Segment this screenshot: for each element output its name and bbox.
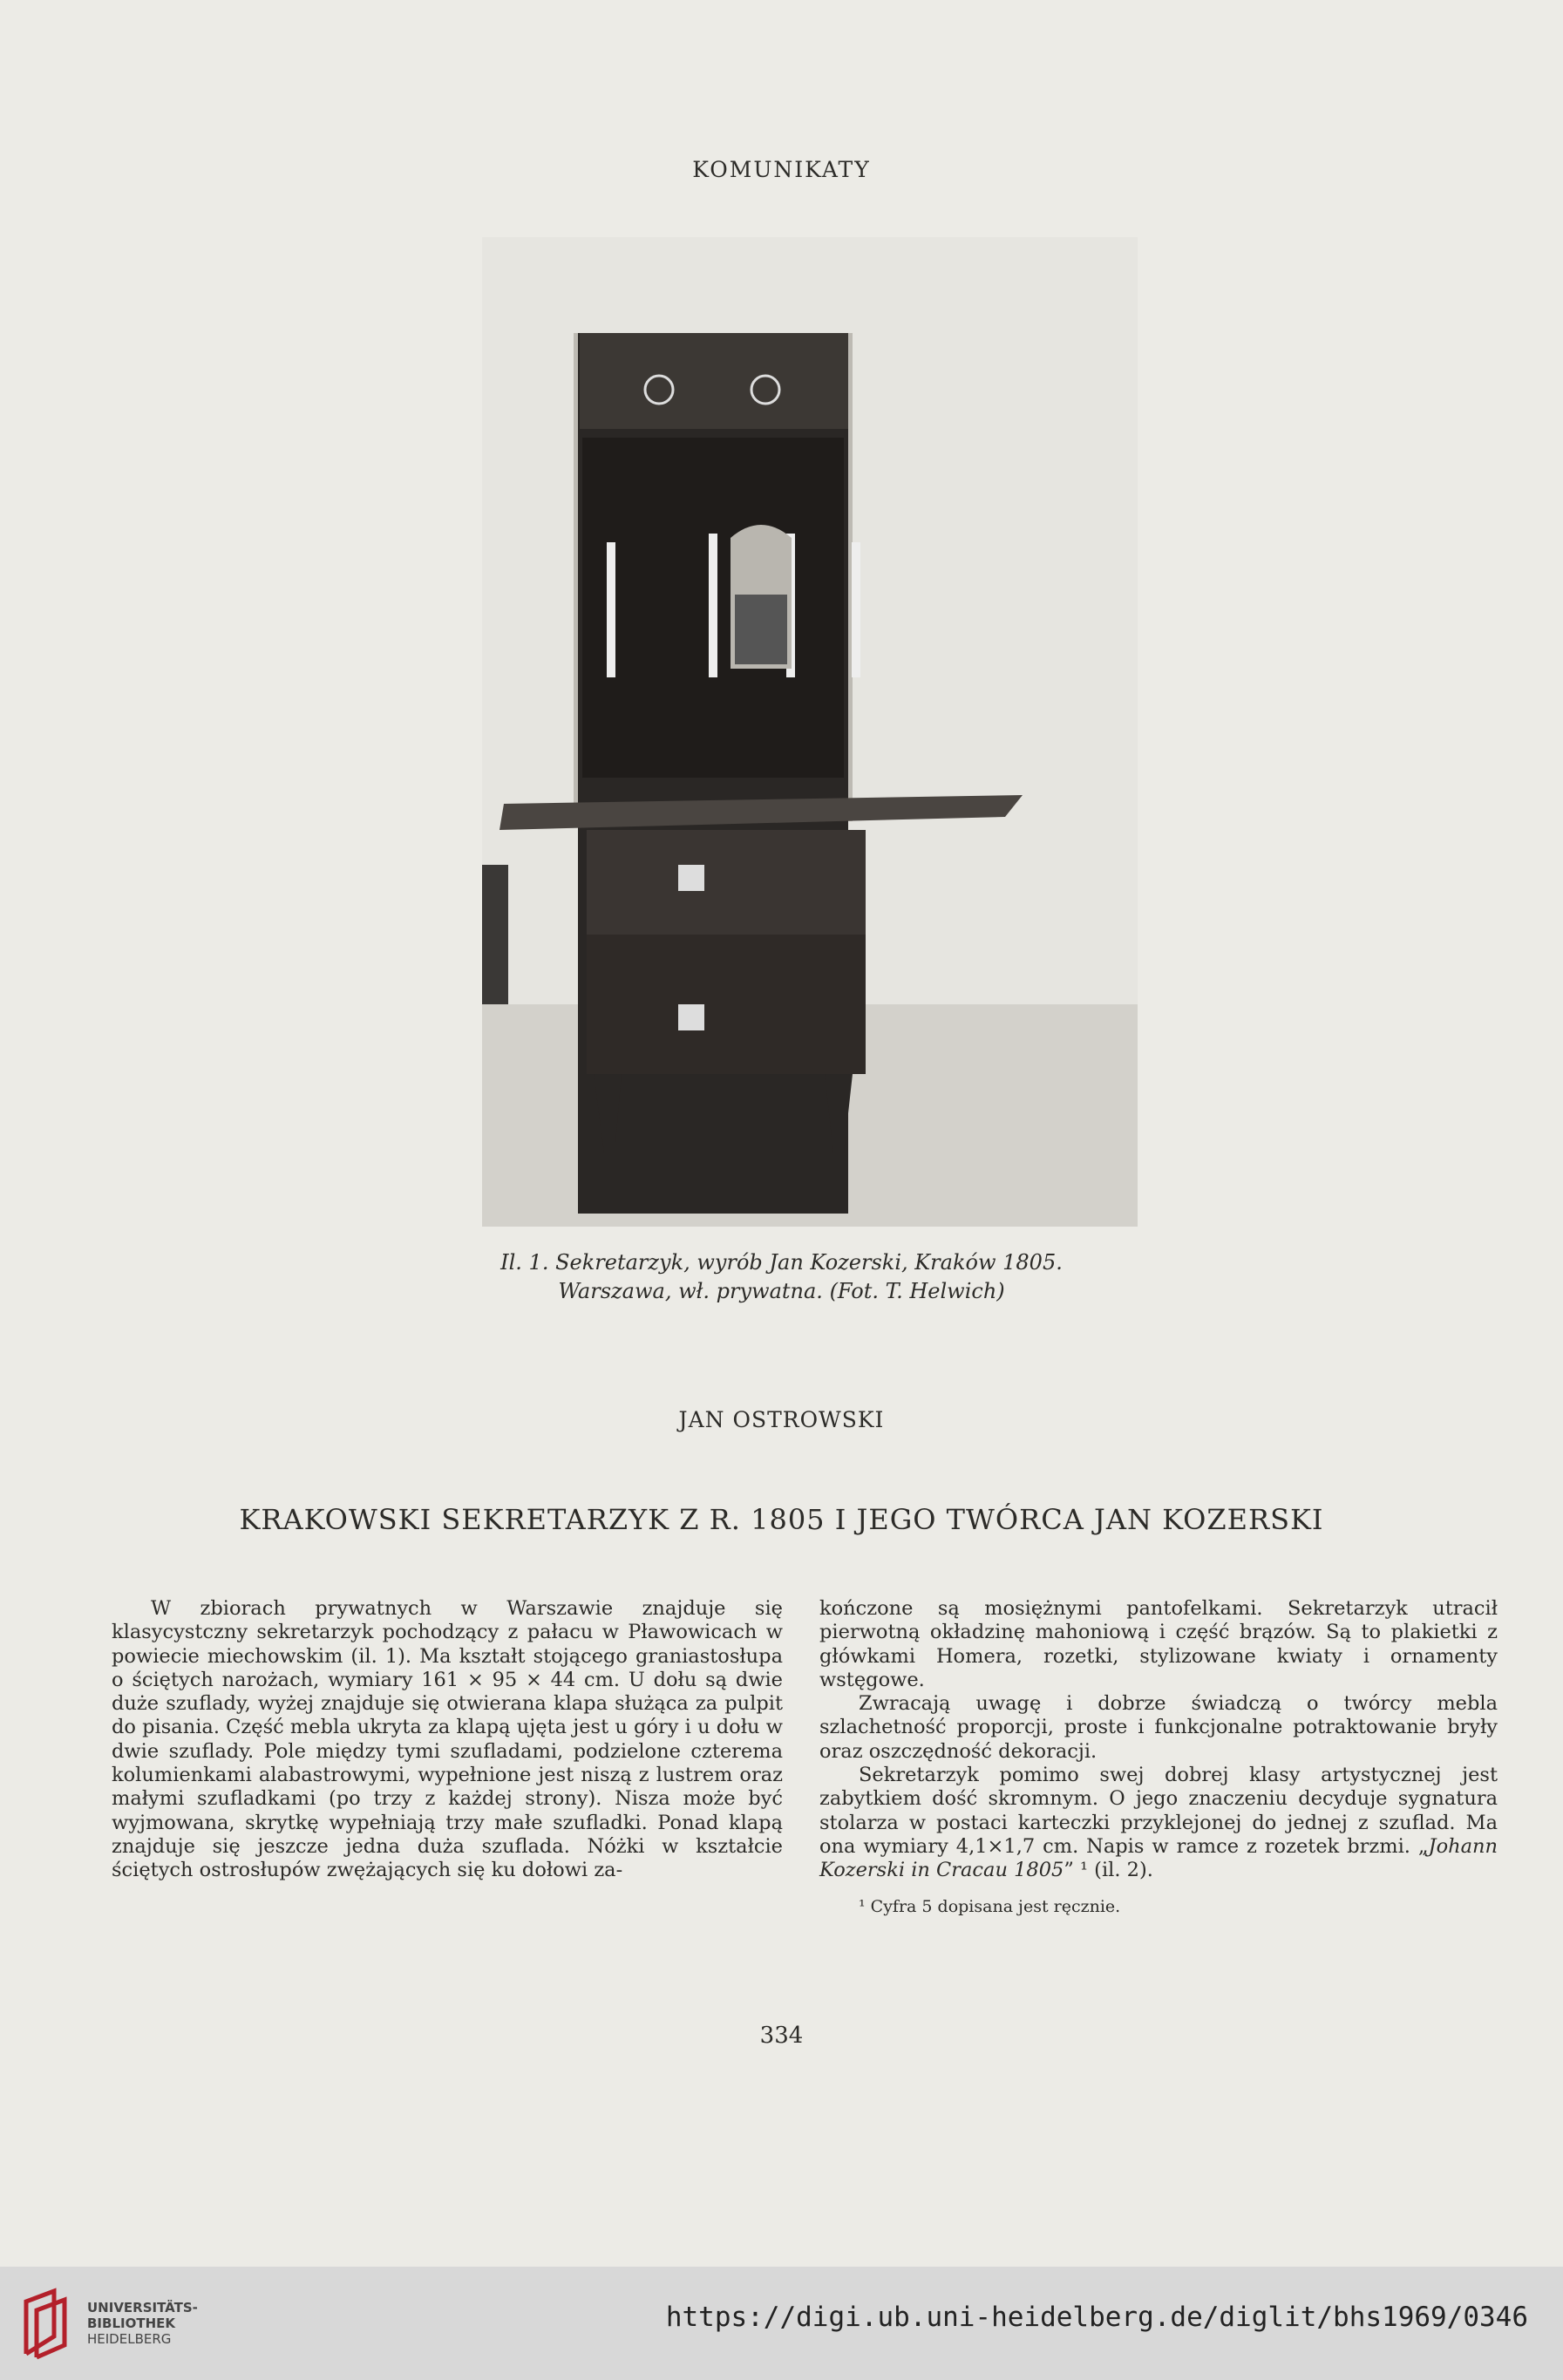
library-name-line: HEIDELBERG	[87, 2331, 172, 2347]
library-footer	[0, 2267, 1563, 2380]
signature-end: ” ¹ (il. 2).	[1064, 1859, 1153, 1882]
library-logo-icon	[19, 2284, 75, 2361]
library-name-line: UNIVERSITÄTS-	[87, 2300, 198, 2315]
paragraph-signature	[819, 1764, 1498, 1882]
signature-inscription: Johann Kozerski in Cracau 1805	[819, 1834, 1498, 1882]
article-title: KRAKOWSKI SEKRETARZYK Z R. 1805 I JEGO TWÓRCA JAN KOZERSKI	[239, 1503, 1324, 1536]
library-name-line: BIBLIOTHEK	[87, 2315, 175, 2331]
article-author: JAN OSTROWSKI	[678, 1407, 885, 1432]
paragraph: kończone są mosiężnymi pantofelkami. Sekretarzyk utracił pierwotną okładzinę mahoniową i część brązów. Są to plakietki z główkami Homera, rozetki, stylizowane kwiaty i ornamenty wstęgowe.	[819, 1597, 1498, 1691]
figure-caption	[0, 1248, 1563, 1306]
library-name	[87, 2300, 198, 2347]
text-column-left	[112, 1597, 783, 1883]
caption-line-1: Il. 1. Sekretarzyk, wyrób Jan Kozerski, Kraków 1805.	[500, 1250, 1063, 1275]
caption-line-2: Warszawa, wł. prywatna. (Fot. T. Helwich)	[558, 1279, 1005, 1303]
paragraph: W zbiorach prywatnych w Warszawie znajduje się klasycystczny sekretarzyk pochodzący z pałacu w Pławowicach w powiecie miechowskim (il. 1). Ma kształt stojącego graniastosłupa o ściętych narożach, wymiary 161 × 95 × 44 cm. U dołu są dwie duże szuflady, wyżej znajduje się otwierana klapa służąca za pulpit do pisania. Część mebla ukryta za klapą ujęta jest u góry i u dołu w dwie szuflady. Pole między tymi szufladami, podzielone czterema kolumienkami alabastrowymi, wypełnione jest niszą z lustrem oraz małymi szufladkami (po trzy z każdej strony). Nisza może być wyjmowana, skrytkę wypełniają trzy małe szufladki. Ponad klapą znajduje się jeszcze jedna duża szuflada. Nóżki w kształcie ściętych ostrosłupów zwężających się ku dołowi za-	[112, 1597, 783, 1882]
secretary-desk-illustration	[482, 237, 1138, 1227]
running-header: KOMUNIKATY	[692, 157, 871, 182]
signature-text: Sekretarzyk pomimo swej dobrej klasy artystycznej jest zabytkiem dość skromnym. O jego znaczeniu decyduje sygnatura stolarza w postaci karteczki przyklejonej do jednej z szuflad. Ma ona wymiary 4,1×1,7 cm. Napis w ramce z rozetek brzmi. „	[819, 1764, 1498, 1858]
source-url-link[interactable]: https://digi.ub.uni-heidelberg.de/diglit/bhs1969/0346	[665, 2302, 1528, 2333]
page-number: 334	[759, 2023, 804, 2049]
paragraph: Zwracają uwagę i dobrze świadczą o twórcy mebla szlachetność proporcji, proste i funkcjonalne potraktowanie bryły oraz oszczędność dekoracji.	[819, 1692, 1498, 1763]
footnote: ¹ Cyfra 5 dopisana jest ręcznie.	[859, 1896, 1121, 1916]
photo-secretary-desk	[482, 237, 1138, 1227]
text-column-right	[819, 1597, 1498, 1919]
